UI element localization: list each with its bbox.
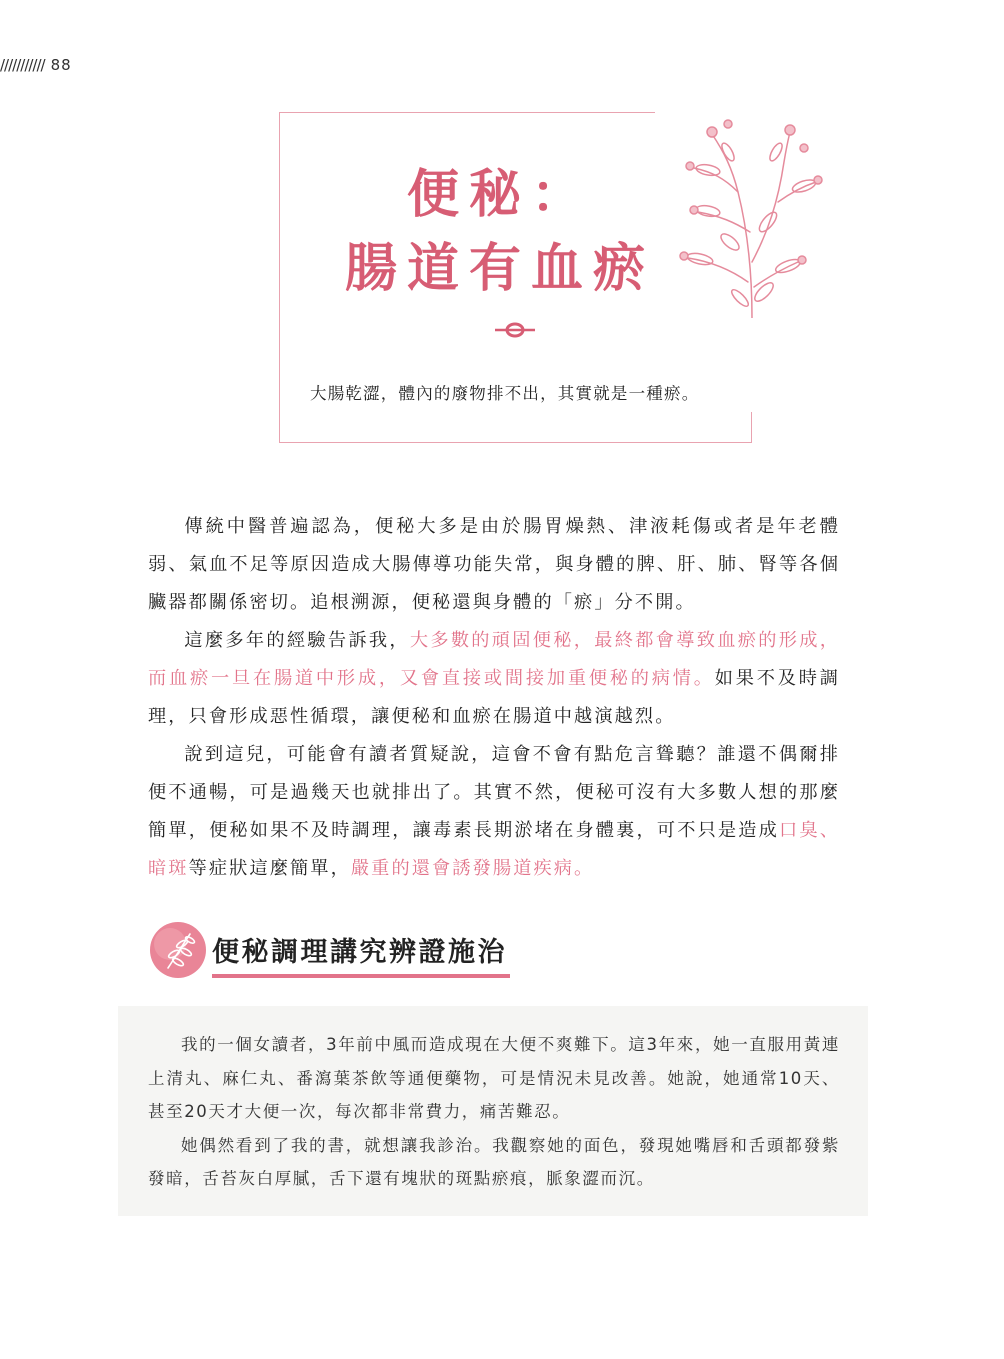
case-text: [148, 1028, 840, 1196]
chapter-subtitle: 大腸乾澀，體內的廢物排不出，其實就是一種瘀。: [310, 384, 700, 403]
ornament-icon: [495, 320, 535, 340]
page-number: 88: [50, 56, 72, 74]
flower-branch-icon: [668, 112, 824, 318]
body-paragraph-2: [148, 622, 840, 736]
p3-highlight-2: 嚴重的還會誘發腸道疾病。: [350, 858, 595, 879]
p3-highlight-1: 口臭、暗斑: [148, 820, 840, 879]
title-box-top-border: [279, 112, 655, 113]
chapter-title-line1: 便秘：: [406, 164, 593, 225]
p2-text-a: 這麼多年的經驗告訴我，: [184, 630, 410, 651]
section-heading-underline: [212, 974, 510, 978]
p2-highlight: 大多數的頑固便秘，最終都會導致血瘀的形成，而血瘀一旦在腸道中形成，又會直接或間接加重便秘的病情。: [148, 630, 840, 689]
section-heading: [148, 918, 528, 984]
body-text: [148, 508, 840, 888]
header-slashes: ///////////: [0, 56, 45, 74]
case-paragraph-2: 她偶然看到了我的書，就想讓我診治。我觀察她的面色，發現她嘴唇和舌頭都發紫發暗，舌苔灰白厚膩，舌下還有塊狀的斑點瘀痕，脈象澀而沉。: [148, 1135, 840, 1188]
title-box-right-border: [751, 412, 752, 443]
case-box: [118, 1006, 868, 1216]
body-paragraph-1: 傳統中醫普遍認為，便秘大多是由於腸胃燥熱、津液耗傷或者是年老體弱、氣血不足等原因造成大腸傳導功能失常，與身體的脾、肝、肺、腎等各個臟器都關係密切。追根溯源，便秘還與身體的「瘀」分不開。: [148, 516, 840, 613]
body-paragraph-3: [148, 736, 840, 888]
p3-text-a: 說到這兒，可能會有讀者質疑說，這會不會有點危言聳聽？誰還不偶爾排便不通暢，可是過幾天也就排出了。其實不然，便秘可沒有大多數人想的那麼簡單，便秘如果不及時調理，讓毒素長期淤堵在身體裏，可不只是造成: [148, 744, 840, 841]
page-header: [0, 56, 72, 74]
p3-text-b: 等症狀這麼簡單，: [188, 858, 351, 879]
chapter-title-line2: 腸道有血瘀: [344, 238, 655, 299]
p2-text-b: 如果不及時調理，只會形成惡性循環，讓便秘和血瘀在腸道中越演越烈。: [148, 668, 840, 727]
leaf-badge-icon: [148, 920, 208, 980]
case-paragraph-1: 我的一個女讀者，3年前中風而造成現在大便不爽難下。這3年來，她一直服用黃連上清丸、麻仁丸、番瀉葉茶飲等通便藥物，可是情況未見改善。她說，她通常10天、甚至20天才大便一次，每次都非常費力，痛苦難忍。: [148, 1035, 840, 1121]
section-heading-text: 便秘調理講究辨證施治: [212, 937, 507, 968]
